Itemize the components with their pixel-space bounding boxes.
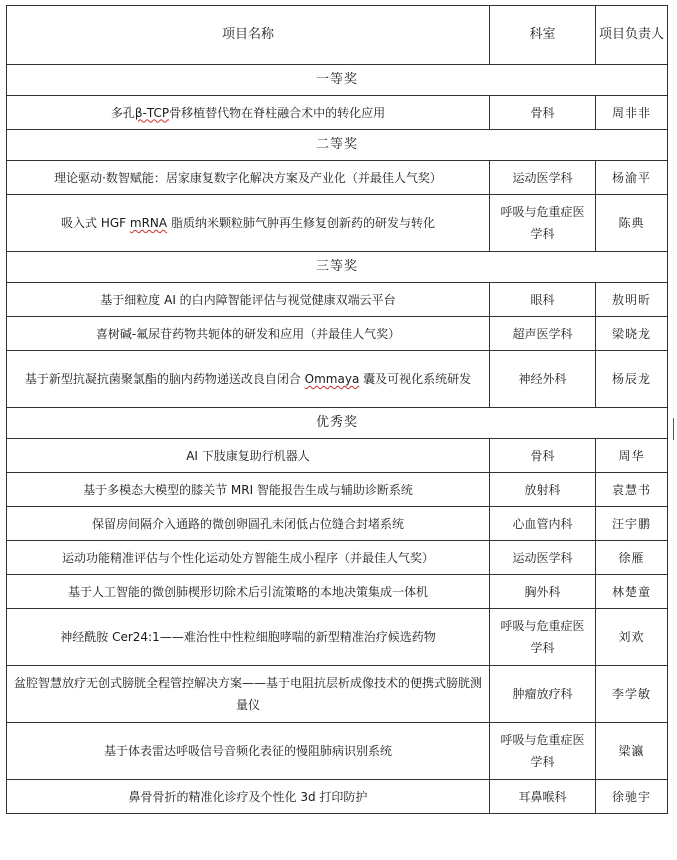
project-lead-cell: 李学敏 xyxy=(596,666,668,723)
table-row xyxy=(7,575,668,609)
table-row xyxy=(7,723,668,780)
project-name-text: 吸入式 HGF xyxy=(61,216,130,230)
department-cell: 放射科 xyxy=(490,473,596,507)
table-row xyxy=(7,283,668,317)
project-lead-cell: 袁慧书 xyxy=(596,473,668,507)
project-name-cell: 基于体表雷达呼吸信号音频化表征的慢阻肺病识别系统 xyxy=(7,723,490,780)
project-name-cell: 神经酰胺 Cer24:1——难治性中性粒细胞哮喘的新型精准治疗候选药物 xyxy=(7,609,490,666)
section-title: 优秀奖 xyxy=(7,408,668,439)
department-cell: 眼科 xyxy=(490,283,596,317)
table-row xyxy=(7,161,668,195)
header-project-lead: 项目负责人 xyxy=(596,6,668,65)
project-name-cell: AI 下肢康复助行机器人 xyxy=(7,439,490,473)
table-row xyxy=(7,96,668,130)
table-row xyxy=(7,609,668,666)
project-name-cell xyxy=(7,351,490,408)
table-row xyxy=(7,439,668,473)
header-project-name: 项目名称 xyxy=(7,6,490,65)
project-name-text: 骨移植替代物在脊柱融合术中的转化应用 xyxy=(169,105,386,120)
table-row xyxy=(7,507,668,541)
section-title: 三等奖 xyxy=(7,252,668,283)
section-title: 二等奖 xyxy=(7,130,668,161)
section-row-first-prize xyxy=(7,65,668,96)
project-name-term: Ommaya xyxy=(304,372,360,386)
section-row-excellence-award xyxy=(7,408,668,439)
project-lead-cell: 梁瀛 xyxy=(596,723,668,780)
table-header-row xyxy=(7,6,668,65)
section-title: 一等奖 xyxy=(7,65,668,96)
project-name-text: 囊及可视化系统研发 xyxy=(359,372,472,386)
department-cell: 运动医学科 xyxy=(490,161,596,195)
section-row-third-prize xyxy=(7,252,668,283)
project-name-cell: 喜树碱-氟尿苷药物共轭体的研发和应用（并最佳人气奖） xyxy=(7,317,490,351)
project-lead-cell: 林楚童 xyxy=(596,575,668,609)
project-lead-cell: 杨辰龙 xyxy=(596,351,668,408)
department-cell: 骨科 xyxy=(490,96,596,130)
project-name-text: 基于新型抗凝抗菌聚氯酯的脑内药物递送改良自闭合 xyxy=(24,372,305,386)
table-row xyxy=(7,351,668,408)
project-name-cell: 基于人工智能的微创肺楔形切除术后引流策略的本地决策集成一体机 xyxy=(7,575,490,609)
project-lead-cell: 敖明昕 xyxy=(596,283,668,317)
project-name-cell: 基于多模态大模型的膝关节 MRI 智能报告生成与辅助诊断系统 xyxy=(7,473,490,507)
project-name-cell: 盆腔智慧放疗无创式膀胱全程管控解决方案——基于电阻抗层析成像技术的便携式膀胱测量仪 xyxy=(7,666,490,723)
project-lead-cell: 汪宇鹏 xyxy=(596,507,668,541)
project-name-cell xyxy=(7,96,490,130)
department-cell: 呼吸与危重症医学科 xyxy=(490,195,596,252)
department-cell: 胸外科 xyxy=(490,575,596,609)
department-cell: 肿瘤放疗科 xyxy=(490,666,596,723)
project-lead-cell: 徐雁 xyxy=(596,541,668,575)
table-row xyxy=(7,541,668,575)
project-lead-cell: 刘欢 xyxy=(596,609,668,666)
table-row xyxy=(7,195,668,252)
project-lead-cell: 杨渝平 xyxy=(596,161,668,195)
department-cell: 骨科 xyxy=(490,439,596,473)
project-name-cell: 鼻骨骨折的精准化诊疗及个性化 3d 打印防护 xyxy=(7,780,490,814)
section-row-second-prize xyxy=(7,130,668,161)
project-name-cell: 运动功能精准评估与个性化运动处方智能生成小程序（并最佳人气奖） xyxy=(7,541,490,575)
department-cell: 运动医学科 xyxy=(490,541,596,575)
department-cell: 超声医学科 xyxy=(490,317,596,351)
project-lead-cell: 周华 xyxy=(596,439,668,473)
table-row xyxy=(7,473,668,507)
department-cell: 呼吸与危重症医学科 xyxy=(490,723,596,780)
table-row xyxy=(7,780,668,814)
award-table xyxy=(6,5,668,814)
project-lead-cell: 周非非 xyxy=(596,96,668,130)
project-lead-cell: 陈典 xyxy=(596,195,668,252)
table-row xyxy=(7,317,668,351)
department-cell: 神经外科 xyxy=(490,351,596,408)
table-row xyxy=(7,666,668,723)
project-name-text: 多孔 xyxy=(110,105,135,120)
project-lead-cell: 梁晓龙 xyxy=(596,317,668,351)
project-name-text: 脂质纳米颗粒肺气肿再生修复创新药的研发与转化 xyxy=(167,216,435,230)
project-name-cell: 理论驱动·数智赋能：居家康复数字化解决方案及产业化（并最佳人气奖） xyxy=(7,161,490,195)
project-name-cell: 基于细粒度 AI 的白内障智能评估与视觉健康双端云平台 xyxy=(7,283,490,317)
project-name-cell xyxy=(7,195,490,252)
project-lead-cell: 徐驰宇 xyxy=(596,780,668,814)
project-name-term: β-TCP xyxy=(134,105,170,120)
project-name-cell: 保留房间隔介入通路的微创卵圆孔未闭低占位缝合封堵系统 xyxy=(7,507,490,541)
project-name-term: mRNA xyxy=(129,216,168,230)
header-department: 科室 xyxy=(490,6,596,65)
department-cell: 耳鼻喉科 xyxy=(490,780,596,814)
department-cell: 呼吸与危重症医学科 xyxy=(490,609,596,666)
department-cell: 心血管内科 xyxy=(490,507,596,541)
page-edge-mark xyxy=(673,418,674,440)
